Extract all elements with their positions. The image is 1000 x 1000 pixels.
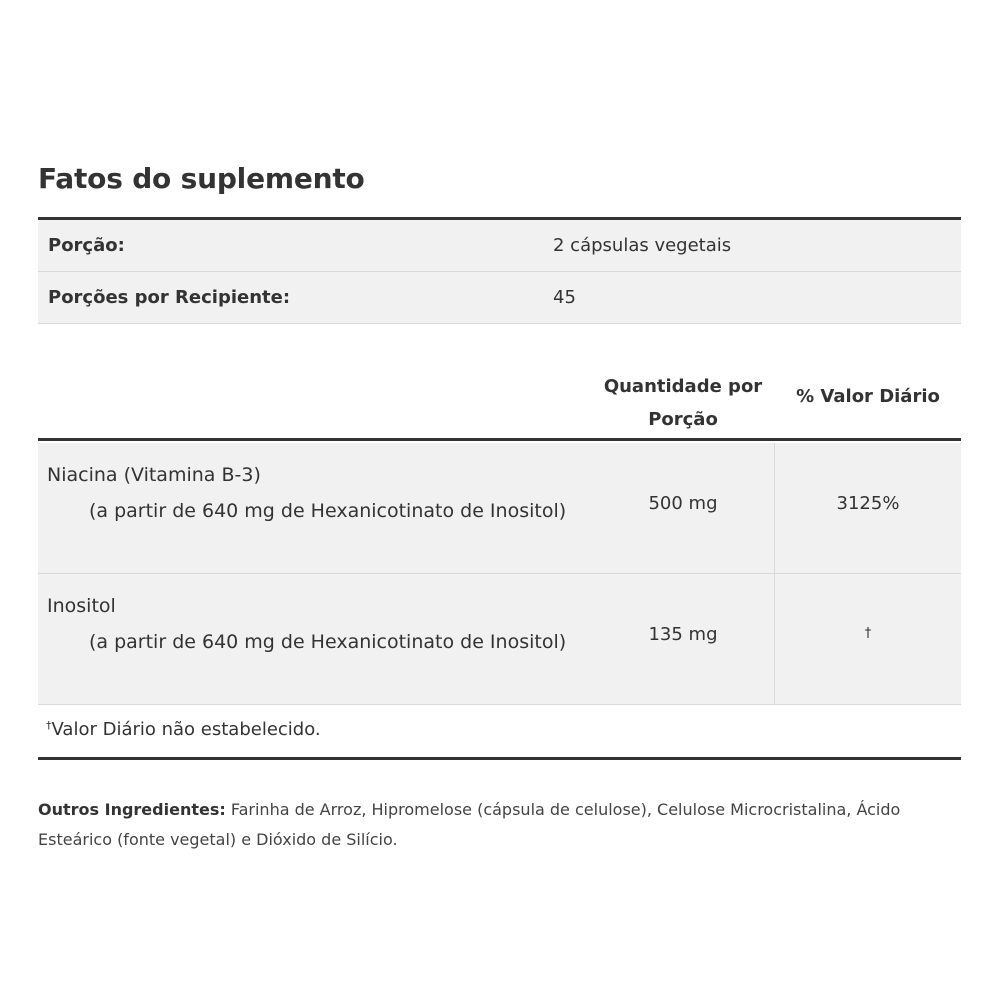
footnote-text: Valor Diário não estabelecido. <box>51 719 321 740</box>
amount-header-line1: Quantidade por <box>603 376 763 397</box>
nutrient-table <box>38 443 961 760</box>
servings-per-container-row <box>38 272 961 324</box>
nutrient-name-cell <box>47 457 587 529</box>
servings-per-container-label: Porções por Recipiente: <box>48 287 291 308</box>
footnote-marker: † <box>46 719 52 732</box>
serving-size-row <box>38 220 961 272</box>
nutrient-daily-value: † <box>864 626 872 641</box>
serving-size-value: 2 cápsulas vegetais <box>553 235 732 256</box>
footnote <box>46 719 321 740</box>
nutrient-amount: 135 mg <box>648 624 718 645</box>
other-ingredients <box>38 795 968 855</box>
serving-info <box>38 217 961 324</box>
amount-per-serving-header <box>583 370 783 436</box>
servings-per-container-value: 45 <box>553 287 576 308</box>
nutrient-source: (a partir de 640 mg de Hexanicotinato de Inositol) <box>89 631 567 653</box>
nutrient-row-niacin <box>38 443 961 574</box>
nutrient-table-header <box>38 368 961 441</box>
other-ingredients-label: Outros Ingredientes: <box>38 800 226 819</box>
other-ingredients-text: Farinha de Arroz, Hipromelose (cápsula de celulose), Celulose Microcristalina, Ácido Esteárico (fonte vegetal) e Dióxido de Silício. <box>38 800 901 849</box>
page-title: Fatos do suplemento <box>38 162 365 195</box>
daily-value-header: % Valor Diário <box>796 386 940 407</box>
serving-size-label: Porção: <box>48 235 125 256</box>
nutrient-name: Inositol <box>47 595 116 617</box>
nutrient-name-cell <box>47 588 587 660</box>
nutrient-daily-value: 3125% <box>836 493 900 514</box>
nutrient-amount: 500 mg <box>648 493 718 514</box>
footnote-row <box>38 705 961 757</box>
nutrient-row-inositol <box>38 574 961 705</box>
nutrient-name: Niacina (Vitamina B-3) <box>47 464 261 486</box>
amount-header-line2: Porção <box>648 409 718 430</box>
nutrient-source: (a partir de 640 mg de Hexanicotinato de Inositol) <box>89 500 567 522</box>
